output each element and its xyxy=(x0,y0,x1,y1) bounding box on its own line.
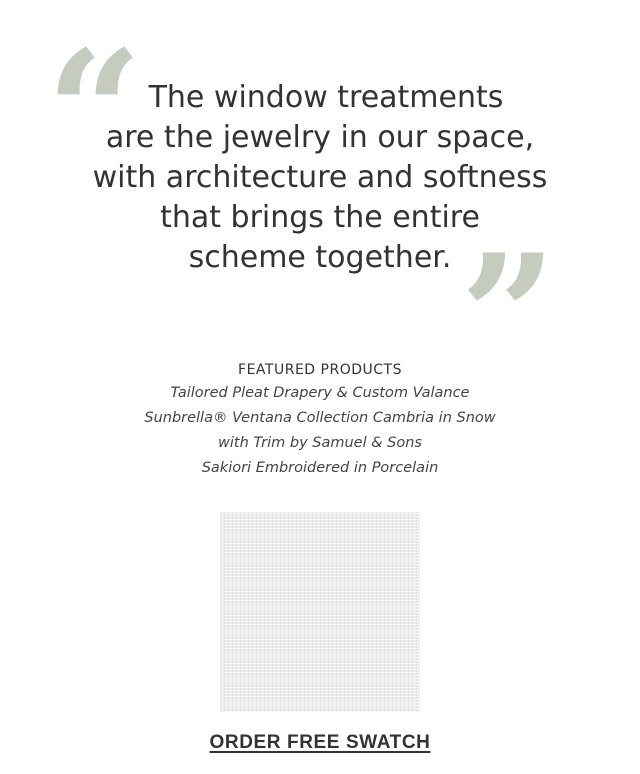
order-swatch-container xyxy=(0,732,640,754)
featured-products-heading: FEATURED PRODUCTS xyxy=(238,362,402,378)
quote-line: that brings the entire xyxy=(160,200,480,235)
quote-line: are the jewelry in our space, xyxy=(105,120,535,155)
order-free-swatch-link[interactable]: ORDER FREE SWATCH xyxy=(209,732,431,753)
product-item: Sunbrella® Ventana Collection Cambria in Snow xyxy=(144,410,496,426)
close-quote-mark-icon: ” xyxy=(460,217,557,415)
featured-products-list xyxy=(0,381,640,481)
quote-line: The window treatments xyxy=(148,80,504,115)
fabric-swatch-image[interactable] xyxy=(220,512,420,712)
open-quote-mark-icon: “ xyxy=(46,13,143,211)
quote-line: scheme together. xyxy=(188,240,452,275)
product-item: Sakiori Embroidered in Porcelain xyxy=(201,460,439,476)
product-item: with Trim by Samuel & Sons xyxy=(218,435,422,451)
product-item: Tailored Pleat Drapery & Custom Valance xyxy=(170,385,470,401)
quote-line: with architecture and softness xyxy=(92,160,548,195)
